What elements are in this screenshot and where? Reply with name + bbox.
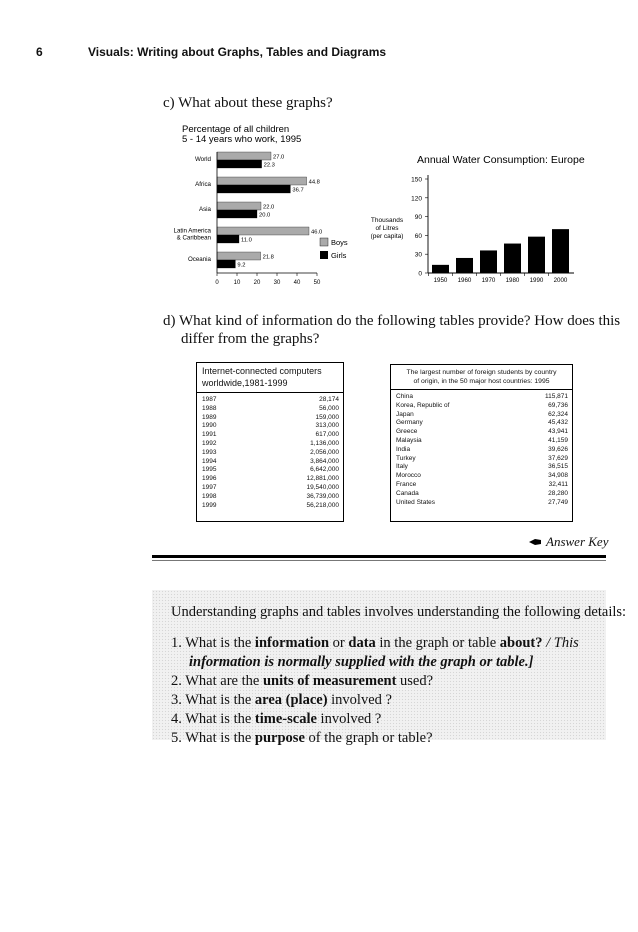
internet-table-row-label: 1999	[202, 501, 217, 509]
internet-table-row	[202, 431, 339, 440]
students-table-row-value: 62,324	[548, 410, 568, 418]
page-number: 6	[36, 45, 43, 59]
chart1-value-label: 21.8	[262, 254, 274, 261]
chart1-bar-boys	[217, 227, 309, 235]
summary-item-1: 1. What is the information or data in the graph or table about? / This	[171, 635, 579, 651]
students-table-row	[396, 481, 568, 490]
students-table-row	[396, 437, 568, 446]
internet-table-row	[202, 458, 339, 467]
internet-table-row-value: 159,000	[315, 413, 339, 421]
section-divider-thin	[152, 560, 606, 561]
chart2-y-tick-label: 30	[414, 251, 422, 259]
internet-table-row-label: 1997	[202, 483, 217, 491]
chart2-bar	[480, 250, 497, 273]
internet-table-row-label: 1990	[202, 422, 217, 430]
chart1-x-tick-label: 10	[233, 280, 241, 286]
students-table-row-value: 39,626	[548, 445, 568, 453]
chart2-y-tick-label: 60	[414, 232, 422, 240]
students-table-row-value: 69,736	[548, 401, 568, 409]
students-table-row-value: 28,280	[548, 489, 568, 497]
students-table-row-label: Germany	[396, 419, 423, 427]
chart2-bar	[552, 229, 569, 273]
students-table-row	[396, 490, 568, 499]
chart1-value-label: 11.0	[241, 237, 252, 244]
internet-table-row-label: 1988	[202, 404, 217, 412]
internet-table-row-value: 56,000	[319, 404, 339, 412]
students-table-row-value: 41,159	[548, 436, 568, 444]
chart1-category-label: Africa	[195, 181, 211, 188]
students-table-row	[396, 472, 568, 481]
students-table-row	[396, 428, 568, 437]
students-table-row-label: Turkey	[396, 454, 416, 462]
chart1-bar-boys	[217, 252, 261, 260]
students-table-row-value: 36,515	[548, 463, 568, 471]
internet-table-row-label: 1993	[202, 448, 217, 456]
answer-key-link[interactable]	[528, 534, 608, 550]
question-d-line1: d) What kind of information do the following tables provide? How does this	[163, 313, 621, 329]
chart1-x-tick-label: 20	[253, 280, 261, 286]
internet-table-row	[202, 449, 339, 458]
summary-item-5: 5. What is the purpose of the graph or table?	[171, 730, 433, 746]
chart1-bar-boys	[217, 177, 307, 185]
water-consumption-chart	[366, 148, 606, 290]
students-table-row	[396, 393, 568, 402]
students-table-row-value: 32,411	[548, 480, 568, 488]
chart1-bar-boys	[217, 202, 261, 210]
chart1-value-label: 27.0	[273, 154, 285, 161]
internet-table-row	[202, 440, 339, 449]
summary-intro: Understanding graphs and tables involves understanding the following details:	[171, 604, 627, 620]
chart1-x-tick-label: 40	[293, 280, 301, 286]
internet-table-row-value: 28,174	[319, 396, 339, 403]
chart2-ylabel-line1: Thousands	[370, 217, 404, 224]
students-table-row	[396, 419, 568, 428]
internet-table-row-label: 1989	[202, 413, 217, 421]
chart1-bar-girls	[217, 260, 235, 268]
legend-girls-swatch	[320, 251, 328, 259]
students-table-row-label: Korea, Republic of	[396, 401, 450, 409]
students-table-row-value: 34,908	[548, 472, 568, 480]
question-d-line2: differ from the graphs?	[181, 331, 320, 347]
summary-item-2: 2. What are the units of measurement used?	[171, 673, 434, 689]
students-table-row-label: Morocco	[396, 472, 421, 480]
students-table-row-label: China	[396, 393, 413, 400]
chart1-bar-boys	[217, 152, 271, 160]
header-title: Visuals: Writing about Graphs, Tables and Diagrams	[88, 45, 387, 59]
question-c: c) What about these graphs?	[163, 95, 333, 111]
chart2-x-tick-label: 2000	[553, 277, 568, 284]
chart1-x-tick-label: 0	[215, 280, 219, 286]
students-table-row	[396, 463, 568, 472]
internet-table-row-value: 1,136,000	[310, 439, 339, 447]
chart1-subtitle: 5 - 14 years who work, 1995	[182, 134, 302, 145]
chart1-category-label: World	[194, 156, 211, 163]
students-table-title-line1: The largest number of foreign students by country	[406, 369, 557, 376]
students-table-row-value: 115,871	[544, 393, 568, 400]
chart1-value-label: 22.3	[263, 162, 275, 169]
internet-table-row-label: 1998	[202, 492, 217, 500]
chart2-y-tick-label: 90	[414, 214, 422, 222]
chart2-bar	[456, 258, 473, 273]
chart2-ylabel-line2: of Litres	[375, 225, 399, 232]
internet-table-row-value: 617,000	[315, 431, 339, 439]
chart2-x-tick-label: 1990	[529, 277, 544, 284]
internet-table-row-label: 1995	[202, 466, 217, 474]
students-table-row-value: 43,941	[548, 428, 568, 436]
chart1-bar-girls	[217, 235, 239, 243]
chart1-title: Percentage of all children	[182, 124, 290, 135]
students-table-row	[396, 402, 568, 411]
internet-table-row	[202, 396, 339, 405]
internet-table-row-label: 1994	[202, 457, 217, 465]
chart1-value-label: 9.2	[237, 262, 246, 269]
internet-table-row	[202, 466, 339, 475]
chart2-bar	[432, 265, 449, 273]
students-table-row	[396, 446, 568, 455]
chart2-x-tick-label: 1960	[457, 277, 472, 284]
chart1-value-label: 22.0	[263, 204, 275, 211]
child-labour-chart	[150, 118, 365, 290]
students-table-row-label: India	[396, 445, 411, 453]
chart2-y-tick-label: 150	[411, 176, 422, 184]
chart2-bar	[504, 244, 521, 273]
internet-table-row-value: 36,739,000	[306, 492, 339, 500]
internet-table-row	[202, 414, 339, 423]
internet-computers-table	[196, 362, 344, 522]
chart2-y-tick-label: 0	[418, 270, 422, 278]
internet-table-title-line1: Internet-connected computers	[202, 366, 322, 376]
summary-item-3: 3. What is the area (place) involved ?	[171, 692, 392, 708]
students-table-row-label: Malaysia	[396, 436, 422, 444]
chart1-category-label: Latin America	[173, 227, 211, 235]
summary-item-4: 4. What is the time-scale involved ?	[171, 711, 382, 727]
chart1-value-label: 44.8	[308, 179, 320, 186]
internet-table-row-value: 2,056,000	[310, 448, 339, 456]
foreign-students-table	[390, 364, 573, 522]
summary-item-1-note: information is normally supplied with the graph or table.]	[189, 654, 534, 670]
students-table-row	[396, 499, 568, 508]
students-table-row-value: 27,749	[548, 498, 568, 506]
answer-key-label: Answer Key	[546, 534, 609, 549]
students-table-row	[396, 411, 568, 420]
chart2-bar	[528, 237, 545, 273]
students-table-row-label: Japan	[396, 410, 414, 418]
students-table-row-label: United States	[396, 498, 436, 506]
chart2-x-tick-label: 1970	[481, 277, 496, 284]
chart2-x-tick-label: 1980	[505, 277, 520, 284]
section-divider	[152, 555, 606, 558]
internet-table-row	[202, 484, 339, 493]
chart2-y-tick-label: 120	[411, 195, 422, 203]
students-table-row-value: 37,629	[548, 454, 568, 462]
students-table-row	[396, 455, 568, 464]
internet-table-row-value: 6,642,000	[310, 466, 339, 474]
students-table-row-label: Greece	[396, 428, 418, 436]
internet-table-row	[202, 405, 339, 414]
pointing-hand-icon	[528, 537, 542, 547]
chart1-x-tick-label: 30	[273, 280, 281, 286]
internet-table-row	[202, 493, 339, 502]
legend-boys-swatch	[320, 238, 328, 246]
students-table-row-label: Canada	[396, 489, 419, 497]
legend-boys-label: Boys	[331, 238, 348, 247]
chart1-bar-girls	[217, 210, 257, 218]
chart1-value-label: 20.0	[259, 212, 271, 219]
internet-table-row-label: 1987	[202, 396, 217, 403]
chart1-bar-girls	[217, 160, 262, 168]
chart2-ylabel-line3: (per capita)	[370, 233, 404, 240]
internet-table-row-value: 3,864,000	[310, 457, 339, 465]
internet-table-row	[202, 422, 339, 431]
internet-table-row-label: 1996	[202, 475, 217, 483]
students-table-row-label: Italy	[396, 463, 408, 471]
chart1-value-label: 46.0	[311, 229, 323, 236]
chart2-x-tick-label: 1950	[433, 277, 448, 284]
students-table-row-value: 45,432	[548, 419, 568, 427]
students-table-title-line2: of origin, in the 50 major host countries: 1995	[413, 378, 550, 385]
chart1-category-label: & Caribbean	[176, 234, 211, 242]
internet-table-row-label: 1992	[202, 439, 217, 447]
chart1-value-label: 36.7	[292, 187, 304, 194]
chart1-x-tick-label: 50	[313, 280, 321, 286]
students-table-row-label: France	[396, 480, 417, 488]
internet-table-row-label: 1991	[202, 431, 217, 439]
chart2-title: Annual Water Consumption: Europe	[417, 154, 585, 166]
internet-table-row	[202, 502, 339, 511]
internet-table-row-value: 313,000	[315, 422, 339, 430]
internet-table-row-value: 56,218,000	[306, 501, 339, 509]
chart1-category-label: Asia	[198, 206, 211, 213]
legend-girls-label: Girls	[331, 251, 347, 260]
internet-table-title-line2: worldwide,1981-1999	[202, 378, 288, 388]
chart1-bar-girls	[217, 185, 290, 193]
internet-table-row-value: 19,540,000	[306, 483, 339, 491]
internet-table-row-value: 12,881,000	[306, 475, 339, 483]
chart1-category-label: Oceania	[187, 256, 211, 263]
internet-table-row	[202, 475, 339, 484]
